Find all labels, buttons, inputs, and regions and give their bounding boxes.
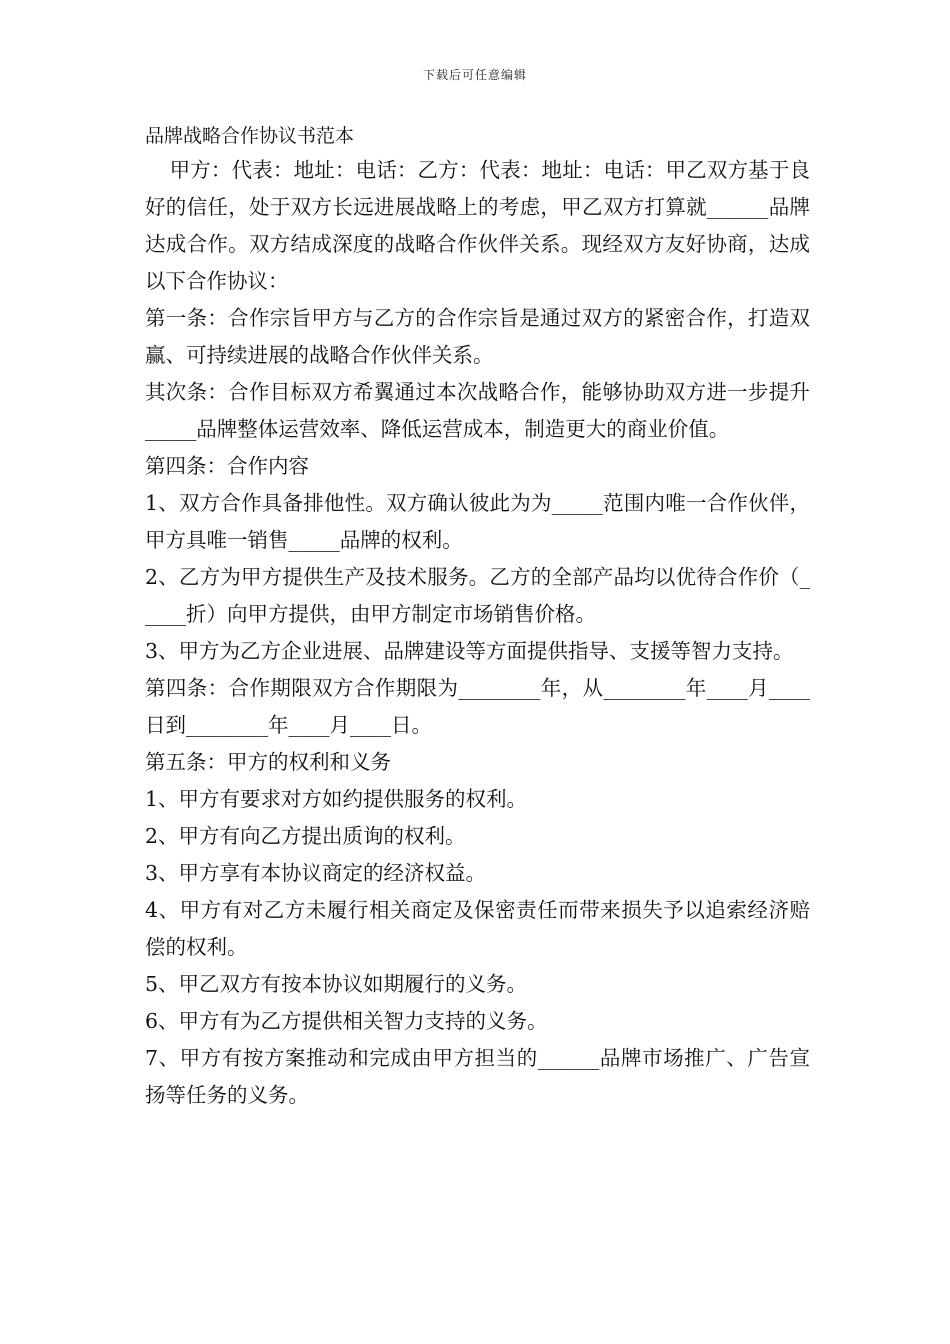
list-item-rights-5: 5、甲乙双方有按本协议如期履行的义务。 xyxy=(145,972,528,996)
document-title: 品牌战略合作协议书范本 xyxy=(145,125,355,147)
list-item-rights-7: 7、甲方有按方案推动和完成由甲方担当的______品牌市场推广、广告宣扬等任务的义务。 xyxy=(145,1046,810,1107)
list-item-rights-3: 3、甲方享有本协议商定的经济权益。 xyxy=(145,861,487,885)
list-item-content-3: 3、甲方为乙方企业进展、品牌建设等方面提供指导、支援等智力支持。 xyxy=(145,639,794,663)
heading-party-a-rights: 第五条：甲方的权利和义务 xyxy=(145,750,391,774)
list-item-rights-2: 2、甲方有向乙方提出质询的权利。 xyxy=(145,824,466,848)
document-body xyxy=(145,120,810,1114)
list-item-rights-6: 6、甲方有为乙方提供相关智力支持的义务。 xyxy=(145,1009,548,1033)
list-item-rights-4: 4、甲方有对乙方未履行相关商定及保密责任而带来损失予以追索经济赔偿的权利。 xyxy=(145,898,810,959)
header-note: 下载后可任意编辑 xyxy=(422,68,527,82)
list-item-content-2: 2、乙方为甲方提供生产及技术服务。乙方的全部产品均以优待合作价（_____折）向甲方提供，由甲方制定市场销售价格。 xyxy=(145,565,810,626)
paragraph-term: 第四条：合作期限双方合作期限为________年，从________年____月____日到________年____月____日。 xyxy=(145,676,810,737)
paragraph-article-2: 其次条：合作目标双方希翼通过本次战略合作，能够协助双方进一步提升_____品牌整体运营效率、降低运营成本，制造更大的商业价值。 xyxy=(145,380,810,441)
paragraph-article-1: 第一条：合作宗旨甲方与乙方的合作宗旨是通过双方的紧密合作，打造双赢、可持续进展的战略合作伙伴关系。 xyxy=(145,306,810,367)
heading-cooperation-content: 第四条：合作内容 xyxy=(145,454,309,478)
list-item-rights-1: 1、甲方有要求对方如约提供服务的权利。 xyxy=(145,787,528,811)
paragraph-parties: 甲方：代表：地址：电话：乙方：代表：地址：电话：甲乙双方基于良好的信任，处于双方长远进展战略上的考虑，甲乙双方打算就______品牌达成合作。双方结成深度的战略合作伙伴关系。现经双方友好协商，达成以下合作协议： xyxy=(145,158,810,293)
list-item-content-1: 1、双方合作具备排他性。双方确认彼此为为_____范围内唯一合作伙伴，甲方具唯一销售_____品牌的权利。 xyxy=(145,491,810,552)
